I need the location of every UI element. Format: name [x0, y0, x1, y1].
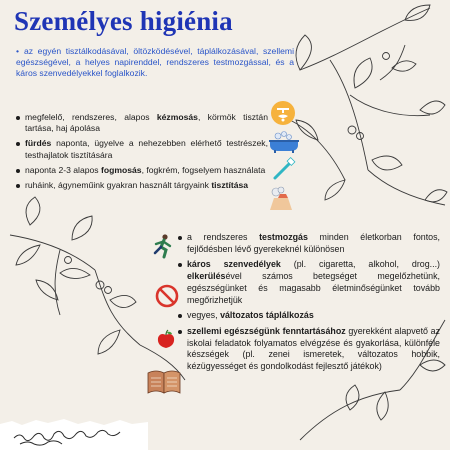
health-list	[178, 232, 440, 377]
list-item: megfelelő, rendszeres, alapos kézmosás, körmök tisztán tartása, haj ápolása	[16, 112, 268, 134]
list-item: szellemi egészségünk fenntartásához gyerekként alapvető az iskolai feladatok folyamatos elvégzése és gyakorlása, különféle készségek (pl. zenei ismeretek, változatos hobbik, kézügyességet és gondolkodást fejlesztő játékok)	[178, 326, 440, 373]
list-item: fürdés naponta, ügyelve a nehezebben elérhető testrészek, testhajlatok tisztítására	[16, 138, 268, 160]
bathtub-icon	[268, 130, 300, 154]
list-item: káros szenvedélyek (pl. cigaretta, alkohol, drog...) elkerülésével számos betegséget megelőzhetünk, egészségünket és magasabb életminőségünket tovább megőrizhetjük	[178, 259, 440, 306]
hygiene-list	[16, 112, 268, 195]
torn-paper-decoration	[0, 418, 158, 450]
laundry-icon	[268, 184, 298, 212]
intro-paragraph	[16, 46, 294, 80]
intro-bullet: •	[16, 46, 20, 56]
list-item: ruháink, ágyneműink gyakran használt tárgyaink tisztítása	[16, 180, 268, 191]
list-item: a rendszeres testmozgás minden életkorban fontos, fejlődésben lévő gyerekeknél különösen	[178, 232, 440, 255]
list-item: naponta 2-3 alapos fogmosás, fogkrém, fogselyem használata	[16, 165, 268, 176]
intro-text: az egyén tisztálkodásával, öltözködésével, táplálkozásával, szellemi egészségével, a helyes napirenddel, rendszeres testmozgással, és a káros szenvedélyekkel foglalkozik.	[16, 46, 294, 79]
page-title: Személyes higiénia	[14, 6, 233, 36]
runner-icon	[150, 233, 176, 259]
book-icon	[146, 367, 182, 395]
toothbrush-icon	[272, 157, 296, 181]
no-sign-icon	[154, 283, 180, 309]
apple-icon	[156, 329, 176, 349]
list-item: vegyes, változatos táplálkozás	[178, 310, 440, 322]
handwash-icon	[270, 100, 296, 126]
